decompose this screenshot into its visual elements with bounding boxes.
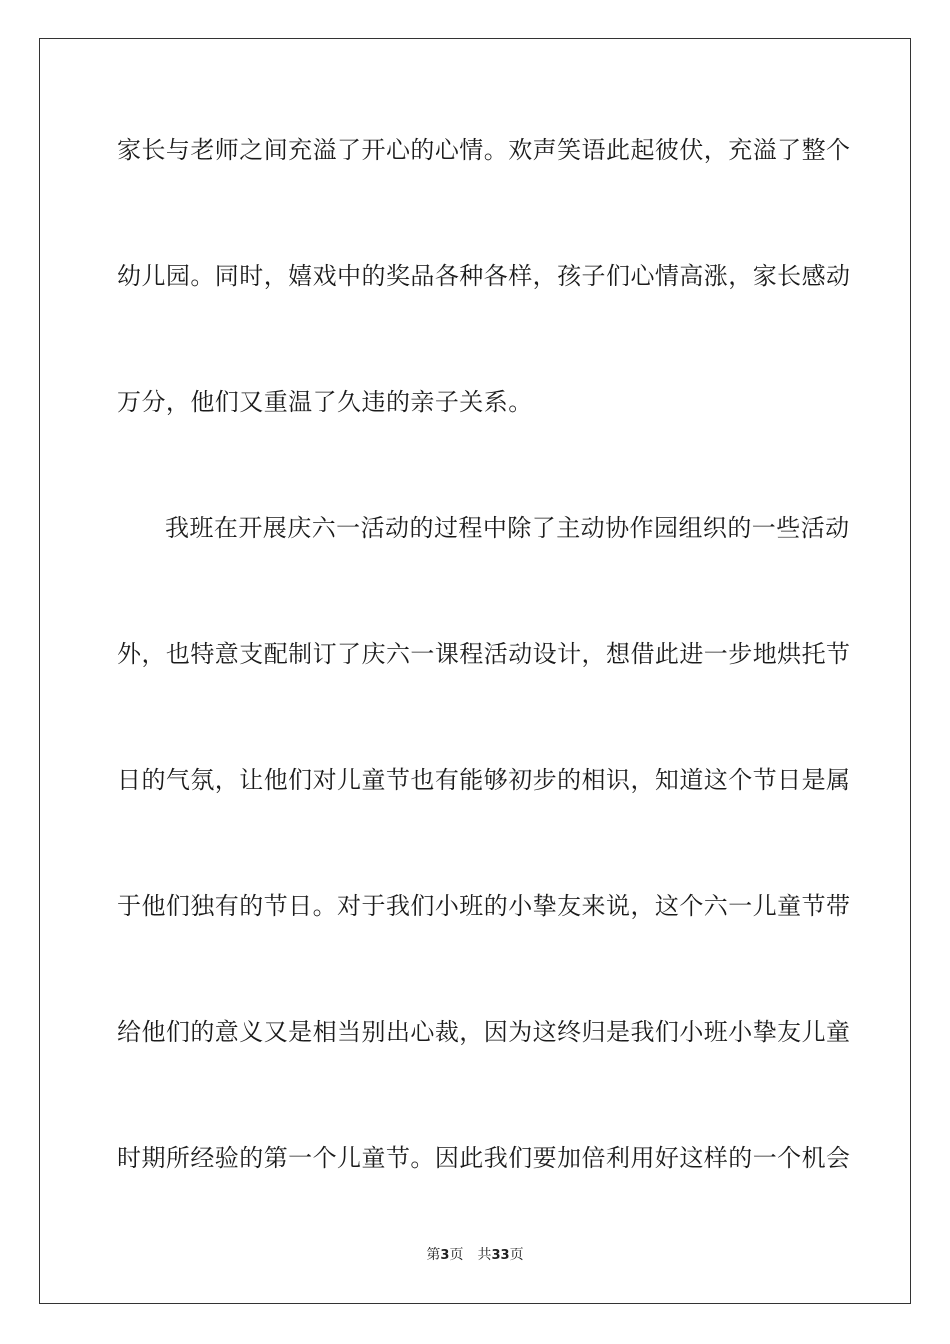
- paragraph-line-4: 我班在开展庆六一活动的过程中除了主动协作园组织的一些活动: [165, 514, 850, 542]
- paragraph-line-1: 家长与老师之间充溢了开心的心情。欢声笑语此起彼伏，充溢了整个: [117, 136, 851, 164]
- total-prefix: 共: [477, 1247, 492, 1263]
- page-prefix: 第: [426, 1247, 441, 1263]
- page-number: 3: [440, 1248, 450, 1263]
- paragraph-line-5: 外，也特意支配制订了庆六一课程活动设计，想借此进一步地烘托节: [117, 640, 851, 668]
- page-footer: [0, 1246, 950, 1265]
- paragraph-line-2: 幼儿园。同时，嬉戏中的奖品各种各样，孩子们心情高涨，家长感动: [117, 262, 851, 290]
- paragraph-line-9: 时期所经验的第一个儿童节。因此我们要加倍利用好这样的一个机会: [117, 1144, 851, 1172]
- page-suffix: 页: [449, 1247, 464, 1263]
- paragraph-line-8: 给他们的意义又是相当别出心裁，因为这终归是我们小班小挚友儿童: [117, 1018, 851, 1046]
- paragraph-line-7: 于他们独有的节日。对于我们小班的小挚友来说，这个六一儿童节带: [117, 892, 851, 920]
- paragraph-line-6: 日的气氛，让他们对儿童节也有能够初步的相识，知道这个节日是属: [117, 766, 851, 794]
- page-frame: [39, 38, 911, 1304]
- total-suffix: 页: [509, 1247, 524, 1263]
- total-pages: 33: [491, 1248, 510, 1263]
- paragraph-line-3: 万分，他们又重温了久违的亲子关系。: [117, 388, 533, 416]
